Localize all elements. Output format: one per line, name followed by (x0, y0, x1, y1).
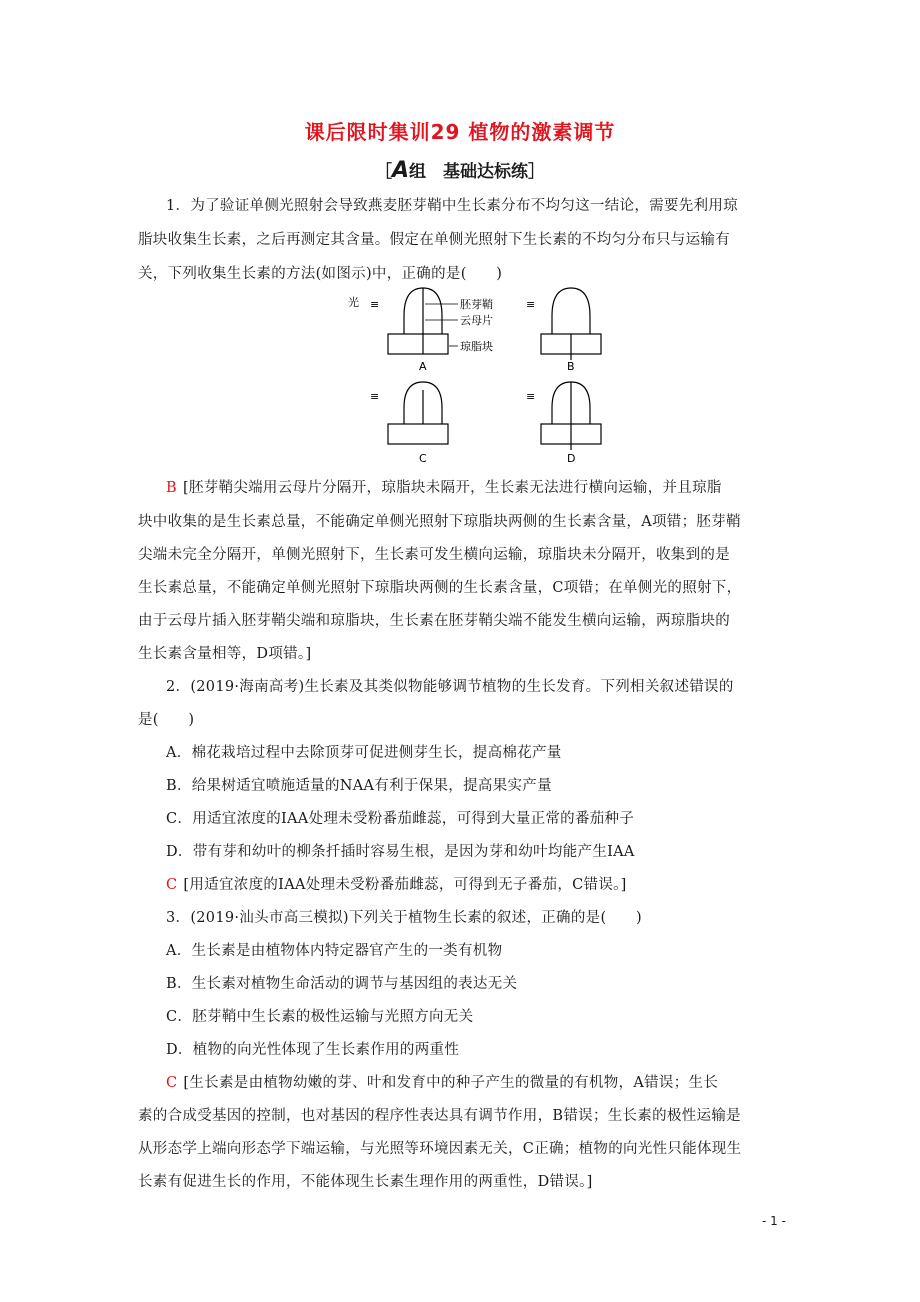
q1-explanation-line: 由于云母片插入胚芽鞘尖端和琼脂块，生长素在胚芽鞘尖端不能发生横向运输，两琼脂块的 (138, 613, 730, 629)
q2-explanation-line: C [用适宜浓度的IAA处理未受粉番茄雌蕊，可得到无子番茄，C错误。] (166, 877, 627, 893)
q2-option: B．给果树适宜喷施适量的NAA有利于保果，提高果实产量 (166, 778, 552, 794)
panel-b (526, 288, 601, 373)
q1-explanation-line: 尖端未完全分隔开，单侧光照射下，生长素可发生横向运输，琼脂块未分隔开，收集到的是 (138, 547, 730, 563)
q2-answer: C (166, 877, 178, 893)
q3-explanation-line: 长素有促进生长的作用，不能体现生长素生理作用的两重性，D错误。] (138, 1174, 593, 1190)
bracket-close: ］ (528, 162, 546, 182)
q3-option: A．生长素是由植物体内特定器官产生的一类有机物 (166, 943, 503, 959)
q1-line: 脂块收集生长素，之后再测定其含量。假定在单侧光照射下生长素的不均匀分布只与运输有 (138, 232, 730, 248)
q2-option: C．用适宜浓度的IAA处理未受粉番茄雌蕊，可得到大量正常的番茄种子 (166, 811, 635, 827)
light-arrows-icon: ≡ (370, 298, 380, 311)
label-coleoptile: 胚芽鞘 (460, 298, 493, 311)
q3-explanation-line: 素的合成受基因的控制，也对基因的程序性表达具有调节作用，B错误；生长素的极性运输是 (138, 1108, 741, 1124)
q3-option: C．胚芽鞘中生长素的极性运输与光照方向无关 (166, 1009, 474, 1025)
panel-a (348, 288, 493, 373)
q3-answer: C (166, 1075, 178, 1091)
q3-explanation-line: 从形态学上端向形态学下端运输，与光照等环境因素无关，C正确；植物的向光性只能体现生 (138, 1141, 742, 1157)
q3-line: 3．(2019·汕头市高三模拟)下列关于植物生长素的叙述，正确的是( ) (166, 910, 642, 926)
light-arrows-icon: ≡ (526, 390, 536, 403)
q3-explanation-line: C [生长素是由植物幼嫩的芽、叶和发育中的种子产生的微量的有机物，A错误；生长 (166, 1075, 719, 1091)
light-arrows-icon: ≡ (526, 298, 536, 311)
group-label: 组 基础达标练 (409, 162, 529, 182)
q1-explanation-line: 生长素含量相等，D项错。] (138, 646, 312, 662)
bracket-open: ［ (374, 162, 392, 182)
q1-explanation-line: 生长素总量，不能确定单侧光照射下琼脂块两侧的生长素含量，C项错；在单侧光的照射下， (138, 580, 742, 596)
panel-label-c: C (419, 452, 427, 465)
q2-option: A．棉花栽培过程中去除顶芽可促进侧芽生长，提高棉花产量 (166, 745, 562, 761)
page-title: 课后限时集训29 植物的激素调节 (304, 120, 616, 144)
light-arrows-icon: ≡ (370, 390, 380, 403)
page-number: - 1 - (762, 1214, 786, 1228)
q3-option: D．植物的向光性体现了生长素作用的两重性 (166, 1042, 460, 1058)
panel-d (526, 382, 601, 465)
panel-c (370, 382, 448, 465)
panel-label-d: D (567, 452, 576, 465)
q1-explanation-line: B [胚芽鞘尖端用云母片分隔开，琼脂块未隔开，生长素无法进行横向运输，并且琼脂 (166, 480, 722, 496)
q2-option: D．带有芽和幼叶的柳条扦插时容易生根，是因为芽和幼叶均能产生IAA (166, 844, 635, 860)
q1-line: 1．为了验证单侧光照射会导致燕麦胚芽鞘中生长素分布不均匀这一结论，需要先利用琼 (166, 198, 738, 214)
label-agar: 琼脂块 (460, 340, 493, 353)
panel-label-a: A (419, 360, 427, 373)
q2-line: 是( ) (138, 712, 195, 728)
group-badge: A (391, 158, 410, 183)
q1-line: 关，下列收集生长素的方法(如图示)中，正确的是( ) (138, 266, 503, 282)
light-label: 光 (348, 296, 359, 309)
section-header (0, 157, 920, 183)
q3-option: B．生长素对植物生命活动的调节与基因组的表达无关 (166, 976, 518, 992)
label-mica: 云母片 (460, 314, 493, 327)
q1-explanation-line: 块中收集的是生长素总量，不能确定单侧光照射下琼脂块两侧的生长素含量，A项错；胚芽鞘 (138, 514, 741, 530)
panel-label-b: B (567, 360, 575, 373)
q2-line: 2．(2019·海南高考)生长素及其类似物能够调节植物的生长发育。下列相关叙述错误的 (166, 679, 734, 695)
q1-answer: B (166, 480, 177, 496)
coleoptile-figure (346, 286, 636, 466)
